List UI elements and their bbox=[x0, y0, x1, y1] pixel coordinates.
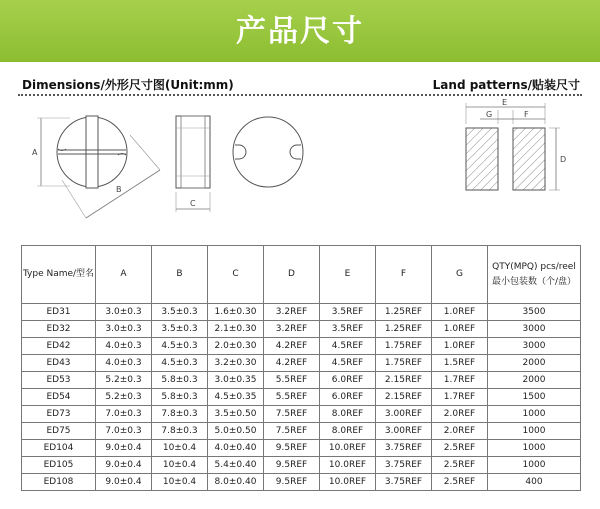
table-row bbox=[22, 372, 581, 389]
cell-a: 5.2±0.3 bbox=[96, 389, 152, 406]
cell-a: 3.0±0.3 bbox=[96, 321, 152, 338]
cell-d: 4.2REF bbox=[264, 355, 320, 372]
page-title: 产品尺寸 bbox=[236, 14, 364, 49]
cell-e: 10.0REF bbox=[320, 440, 376, 457]
cell-b: 10±0.4 bbox=[152, 440, 208, 457]
cell-type: ED53 bbox=[22, 372, 96, 389]
cell-d: 9.5REF bbox=[264, 457, 320, 474]
cell-c: 4.0±0.40 bbox=[208, 440, 264, 457]
cell-qty: 2000 bbox=[488, 355, 581, 372]
cell-e: 3.5REF bbox=[320, 321, 376, 338]
cell-qty: 400 bbox=[488, 474, 581, 491]
cell-b: 7.8±0.3 bbox=[152, 423, 208, 440]
cell-type: ED54 bbox=[22, 389, 96, 406]
cell-a: 7.0±0.3 bbox=[96, 423, 152, 440]
cell-f: 1.75REF bbox=[376, 355, 432, 372]
cell-type: ED108 bbox=[22, 474, 96, 491]
cell-a: 7.0±0.3 bbox=[96, 406, 152, 423]
land-patterns-section-label: Land patterns/贴装尺寸 bbox=[432, 78, 580, 92]
cell-qty: 1000 bbox=[488, 423, 581, 440]
table-row bbox=[22, 423, 581, 440]
cell-b: 4.5±0.3 bbox=[152, 355, 208, 372]
cell-c: 3.5±0.50 bbox=[208, 406, 264, 423]
table-body bbox=[22, 304, 581, 491]
table-row bbox=[22, 338, 581, 355]
cell-type: ED105 bbox=[22, 457, 96, 474]
cell-type: ED73 bbox=[22, 406, 96, 423]
cell-a: 4.0±0.3 bbox=[96, 338, 152, 355]
dimension-d-label: D bbox=[560, 155, 567, 164]
cell-d: 3.2REF bbox=[264, 321, 320, 338]
cell-b: 10±0.4 bbox=[152, 457, 208, 474]
front-view-drawing bbox=[32, 116, 160, 218]
cell-g: 2.0REF bbox=[432, 423, 488, 440]
cell-d: 7.5REF bbox=[264, 406, 320, 423]
cell-c: 1.6±0.30 bbox=[208, 304, 264, 321]
header-type-name: Type Name/型名 bbox=[22, 246, 96, 304]
cell-f: 3.75REF bbox=[376, 440, 432, 457]
cell-e: 6.0REF bbox=[320, 372, 376, 389]
cell-type: ED32 bbox=[22, 321, 96, 338]
cell-qty: 1000 bbox=[488, 406, 581, 423]
cell-b: 3.5±0.3 bbox=[152, 304, 208, 321]
cell-qty: 2000 bbox=[488, 372, 581, 389]
cell-qty: 3000 bbox=[488, 321, 581, 338]
table-row bbox=[22, 457, 581, 474]
table-row bbox=[22, 440, 581, 457]
cell-qty: 1500 bbox=[488, 389, 581, 406]
top-view-drawing bbox=[233, 117, 303, 187]
cell-g: 1.0REF bbox=[432, 338, 488, 355]
dimension-e-label: E bbox=[502, 98, 508, 107]
cell-g: 2.0REF bbox=[432, 406, 488, 423]
dimension-drawings bbox=[0, 96, 600, 236]
table-row bbox=[22, 304, 581, 321]
cell-qty: 1000 bbox=[488, 440, 581, 457]
cell-type: ED42 bbox=[22, 338, 96, 355]
cell-e: 10.0REF bbox=[320, 474, 376, 491]
cell-e: 8.0REF bbox=[320, 423, 376, 440]
cell-type: ED43 bbox=[22, 355, 96, 372]
cell-a: 3.0±0.3 bbox=[96, 304, 152, 321]
cell-qty: 3000 bbox=[488, 338, 581, 355]
cell-e: 6.0REF bbox=[320, 389, 376, 406]
cell-a: 4.0±0.3 bbox=[96, 355, 152, 372]
cell-d: 9.5REF bbox=[264, 440, 320, 457]
header-g: G bbox=[432, 246, 488, 304]
cell-d: 7.5REF bbox=[264, 423, 320, 440]
header-d: D bbox=[264, 246, 320, 304]
cell-c: 3.2±0.30 bbox=[208, 355, 264, 372]
table-row bbox=[22, 406, 581, 423]
table-row bbox=[22, 474, 581, 491]
cell-a: 9.0±0.4 bbox=[96, 474, 152, 491]
cell-e: 3.5REF bbox=[320, 304, 376, 321]
cell-a: 9.0±0.4 bbox=[96, 457, 152, 474]
cell-type: ED75 bbox=[22, 423, 96, 440]
cell-qty: 3500 bbox=[488, 304, 581, 321]
cell-type: ED31 bbox=[22, 304, 96, 321]
cell-g: 1.0REF bbox=[432, 321, 488, 338]
table-row bbox=[22, 389, 581, 406]
land-pattern-drawing bbox=[466, 98, 566, 190]
cell-c: 2.0±0.30 bbox=[208, 338, 264, 355]
cell-c: 4.5±0.35 bbox=[208, 389, 264, 406]
header-qty: QTY(MPQ) pcs/reel 最小包装数（个/盘） bbox=[488, 246, 581, 304]
dimension-spec-table bbox=[21, 245, 581, 491]
dimensions-section-label: Dimensions/外形尺寸图(Unit:mm) bbox=[22, 78, 234, 92]
cell-b: 5.8±0.3 bbox=[152, 372, 208, 389]
dimension-b-label: B bbox=[116, 185, 122, 194]
cell-b: 7.8±0.3 bbox=[152, 406, 208, 423]
cell-c: 3.0±0.35 bbox=[208, 372, 264, 389]
cell-c: 5.4±0.40 bbox=[208, 457, 264, 474]
cell-a: 5.2±0.3 bbox=[96, 372, 152, 389]
header-b: B bbox=[152, 246, 208, 304]
header-a: A bbox=[96, 246, 152, 304]
cell-b: 4.5±0.3 bbox=[152, 338, 208, 355]
cell-c: 2.1±0.30 bbox=[208, 321, 264, 338]
cell-qty: 1000 bbox=[488, 457, 581, 474]
title-banner bbox=[0, 0, 600, 62]
dimension-g-label: G bbox=[486, 110, 493, 119]
cell-g: 2.5REF bbox=[432, 440, 488, 457]
cell-f: 2.15REF bbox=[376, 389, 432, 406]
cell-d: 5.5REF bbox=[264, 389, 320, 406]
table-row bbox=[22, 355, 581, 372]
cell-c: 8.0±0.40 bbox=[208, 474, 264, 491]
table-row bbox=[22, 321, 581, 338]
table-header-row bbox=[22, 246, 581, 304]
cell-d: 3.2REF bbox=[264, 304, 320, 321]
cell-d: 9.5REF bbox=[264, 474, 320, 491]
cell-d: 5.5REF bbox=[264, 372, 320, 389]
cell-type: ED104 bbox=[22, 440, 96, 457]
cell-b: 3.5±0.3 bbox=[152, 321, 208, 338]
dimension-c-label: C bbox=[190, 199, 196, 208]
cell-b: 5.8±0.3 bbox=[152, 389, 208, 406]
cell-d: 4.2REF bbox=[264, 338, 320, 355]
header-e: E bbox=[320, 246, 376, 304]
cell-f: 1.25REF bbox=[376, 321, 432, 338]
cell-e: 4.5REF bbox=[320, 355, 376, 372]
cell-f: 2.15REF bbox=[376, 372, 432, 389]
cell-a: 9.0±0.4 bbox=[96, 440, 152, 457]
cell-e: 10.0REF bbox=[320, 457, 376, 474]
cell-f: 3.75REF bbox=[376, 474, 432, 491]
cell-f: 3.00REF bbox=[376, 406, 432, 423]
cell-g: 2.5REF bbox=[432, 457, 488, 474]
cell-e: 8.0REF bbox=[320, 406, 376, 423]
dimension-f-label: F bbox=[524, 110, 529, 119]
cell-f: 3.00REF bbox=[376, 423, 432, 440]
cell-b: 10±0.4 bbox=[152, 474, 208, 491]
cell-g: 1.0REF bbox=[432, 304, 488, 321]
cell-f: 3.75REF bbox=[376, 457, 432, 474]
side-view-drawing bbox=[176, 116, 210, 212]
header-f: F bbox=[376, 246, 432, 304]
cell-g: 2.5REF bbox=[432, 474, 488, 491]
cell-g: 1.7REF bbox=[432, 372, 488, 389]
cell-e: 4.5REF bbox=[320, 338, 376, 355]
cell-f: 1.75REF bbox=[376, 338, 432, 355]
cell-g: 1.7REF bbox=[432, 389, 488, 406]
dimension-a-label: A bbox=[32, 148, 38, 157]
cell-f: 1.25REF bbox=[376, 304, 432, 321]
cell-g: 1.5REF bbox=[432, 355, 488, 372]
cell-c: 5.0±0.50 bbox=[208, 423, 264, 440]
header-c: C bbox=[208, 246, 264, 304]
